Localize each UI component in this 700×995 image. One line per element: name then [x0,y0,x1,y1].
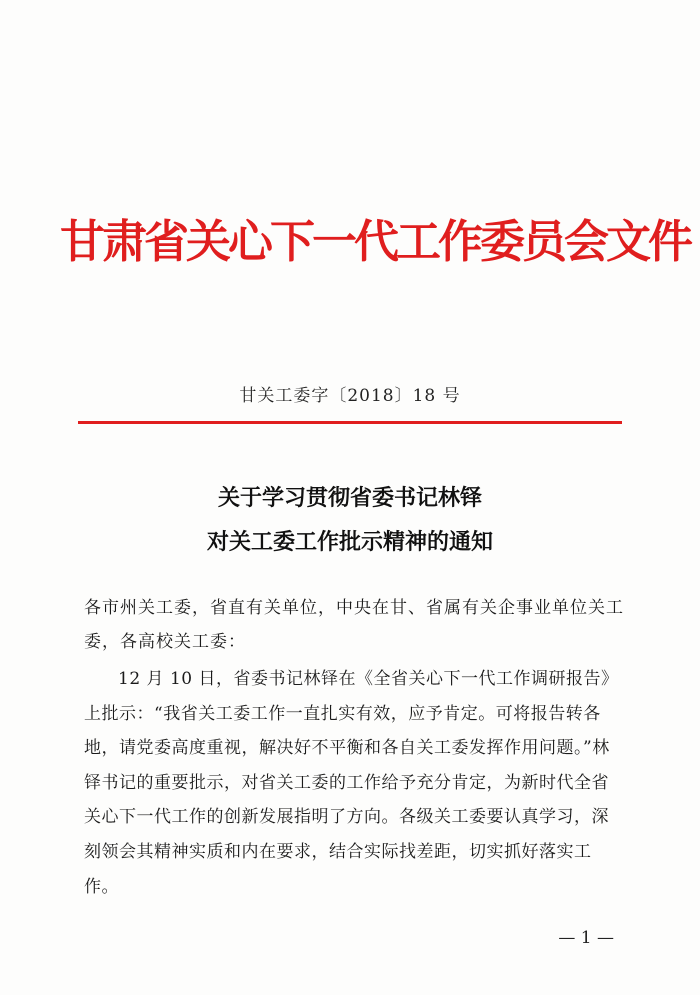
body-paragraph: 12 月 10 日，省委书记林铎在《全省关心下一代工作调研报告》上批示：“我省关工委工作一直扎实有效，应予肯定。可将报告转各地，请党委高度重视，解决好不平衡和各自关工委发挥作用问题。”林铎书记的重要批示，对省关工委的工作给予充分肯定，为新时代全省关心下一代工作的创新发展指明了方向。各级关工委要认真学习，深刻领会其精神实质和内在要求，结合实际找差距，切实抓好落实工作。 [84,669,619,897]
subject-line-1: 关于学习贯彻省委书记林铎 [217,485,482,511]
recipients-paragraph: 各市州关工委，省直有关单位，中央在甘、省属有关企事业单位关工委，各高校关工委： [84,598,624,652]
document-number: 甘关工委字〔2018〕18 号 [239,386,461,406]
issuer-header: 甘肃省关心下一代工作委员会文件 [60,215,691,268]
page-number: — 1 — [558,928,614,948]
red-separator-line [78,421,622,424]
body-paragraph-container [84,662,624,904]
subject-line-2: 对关工委工作批示精神的通知 [206,529,493,555]
document-subject [0,476,700,564]
